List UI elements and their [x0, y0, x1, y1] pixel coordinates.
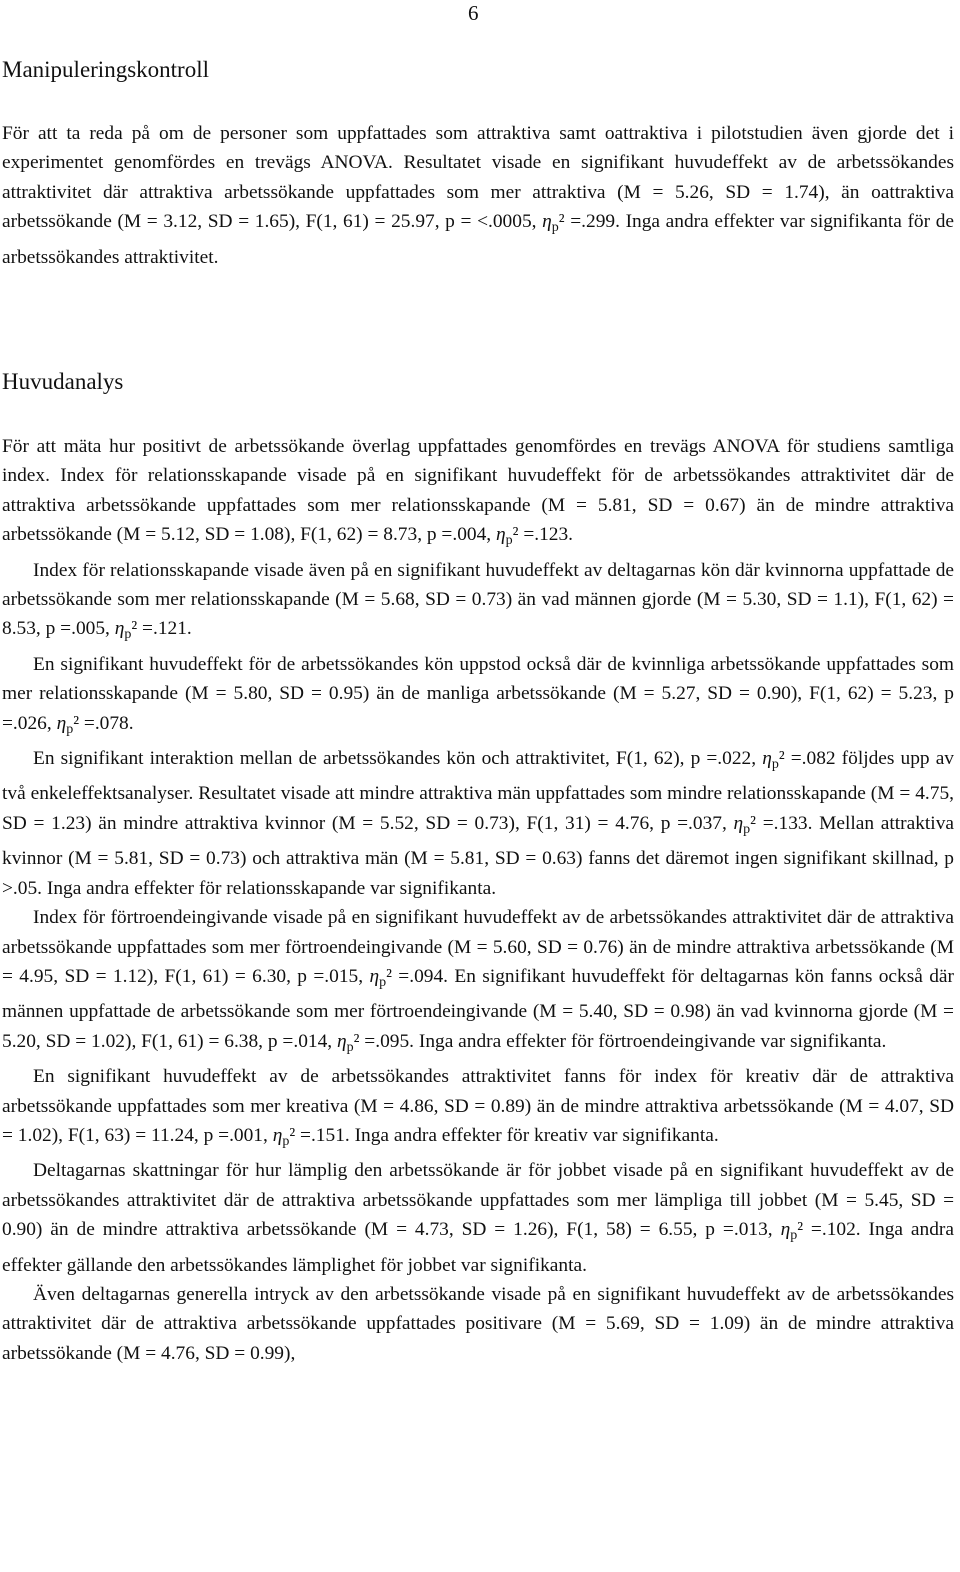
analysis-paragraph-5: Index för förtroendeingivande visade på en signifikant huvudeffekt av de arbetssökandes attraktivitet där de attraktiva arbetssökande uppfattades som mer förtroendeingivande (M = 5.60, SD = 0.76) än de mindre attraktiva arbetssökande (M = 4.95, SD = 1.12), F(1, 61) = 6.30, p =.015, $\eta_p^2 =.094$. En signifikant huvudeffekt för deltagarnas kön fanns också där männen uppfattade de arbetssökande som mer förtroendeingivande (M = 5.40, SD = 0.98) än vad kvinnorna gjorde (M = 5.20, SD = 1.02), F(1, 61) = 6.38, p =.014, $\eta_p^2 =.095$. Inga andra effekter för förtroendeingivande var signifikanta. — [2, 907, 954, 1055]
page-number: 6 — [468, 1, 479, 25]
analysis-paragraph-1: För att mäta hur positivt de arbetssökande överlag uppfattades genomfördes en trevägs ANOVA för studiens samtliga index. Index för relationsskapande visade på en signifikant huvudeffekt för de arbetssökandes attraktivitet där de attraktiva arbetssökande uppfattades som mer relationsskapande (M = 5.81, SD = 0.67) än de mindre attraktiva arbetssökande (M = 5.12, SD = 1.08), F(1, 62) = 8.73, p =.004, $\eta_p^2 =.123$. — [2, 436, 954, 549]
eta-symbol: η — [542, 211, 552, 233]
manipulation-paragraph: För att ta reda på om de personer som uppfattades som attraktiva samt oattraktiva i pilotstudien även gjorde det i experimentet genomfördes en trevägs ANOVA. Resultatet visade en signifikant huvudeffekt av de arbetssökandes attraktivitet där attraktiva arbetssökande uppfattades som mer attraktiva (M = 5.26, SD = 1.74), än oattraktiva arbetssökande (M = 3.12, SD = 1.65), F(1, 61) = 25.97, p = <.0005, $\eta_p^2 =.299$. Inga andra effekter var signifikanta för de arbetssökandes attraktivitet. — [2, 123, 955, 268]
analysis-paragraph-2: Index för relationsskapande visade även på en signifikant huvudeffekt av deltagarnas kön där kvinnorna uppfattade de arbetssökande som mer relationsskapande (M = 5.68, SD = 0.73) än vad männen gjorde (M = 5.30, SD = 1.1), F(1, 62) = 8.53, p =.005, $\eta_p^2 =.121$. — [2, 559, 954, 643]
analysis-paragraph-7: Deltagarnas skattningar för hur lämplig den arbetssökande är för jobbet visade på en signifikant huvudeffekt av de arbetssökandes attraktivitet där de attraktiva arbetssökande uppfattades som mer lämpliga till jobbet (M = 5.45, SD = 0.90) än de mindre attraktiva arbetssökande (M = 4.73, SD = 1.26), F(1, 58) = 6.55, p =.013, $\eta_p^2 =.102$. Inga andra effekter gällande den arbetssökandes lämplighet för jobbet var signifikanta. — [2, 1160, 954, 1276]
section-heading-analysis: Huvudanalys — [2, 369, 124, 394]
section-heading-manipulation: Manipuleringskontroll — [2, 57, 209, 82]
analysis-section — [2, 432, 954, 1368]
analysis-paragraph-3: En signifikant huvudeffekt för de arbetssökandes kön uppstod också där de kvinnliga arbetssökande uppfattades som mer relationsskapande (M = 5.80, SD = 0.95) än de manliga arbetssökande (M = 5.27, SD = 0.90), F(1, 62) = 5.23, p =.026, $\eta_p^2 =.078$. — [2, 653, 954, 737]
analysis-paragraph-4: En signifikant interaktion mellan de arbetssökandes kön och attraktivitet, F(1, 62), p =.022, $\eta_p^2 =.082$ följdes upp av två enkeleffektsanalyser. Resultatet visade att mindre attraktiva män uppfattades som mindre relationsskapande (M = 4.75, SD = 1.23) än mindre attraktiva kvinnor (M = 5.52, SD = 0.73), F(1, 31) = 4.76, p =.037, $\eta_p^2 =.133$. Mellan attraktiva kvinnor (M = 5.81, SD = 0.73) och attraktiva män (M = 5.81, SD = 0.63) fanns det däremot ingen signifikant skillnad, p >.05. Inga andra effekter för relationsskapande var signifikanta. — [2, 748, 954, 899]
analysis-paragraph-8: Även deltagarnas generella intryck av den arbetssökande visade på en signifikant huvudeffekt av de arbetssökandes attraktivitet där de attraktiva arbetssökande uppfattades positivare (M = 5.69, SD = 1.09) än de mindre attraktiva arbetssökande (M = 4.76, SD = 0.99), — [2, 1283, 954, 1364]
manipulation-section — [2, 119, 954, 272]
analysis-paragraph-6: En signifikant huvudeffekt av de arbetssökandes attraktivitet fanns för index för kreativ där de attraktiva arbetssökande uppfattades som mer kreativa (M = 4.86, SD = 0.89) än de mindre attraktiva arbetssökande (M = 4.07, SD = 1.02), F(1, 63) = 11.24, p =.001, $\eta_p^2 =.151$. Inga andra effekter för kreativ var signifikanta. — [2, 1066, 954, 1149]
